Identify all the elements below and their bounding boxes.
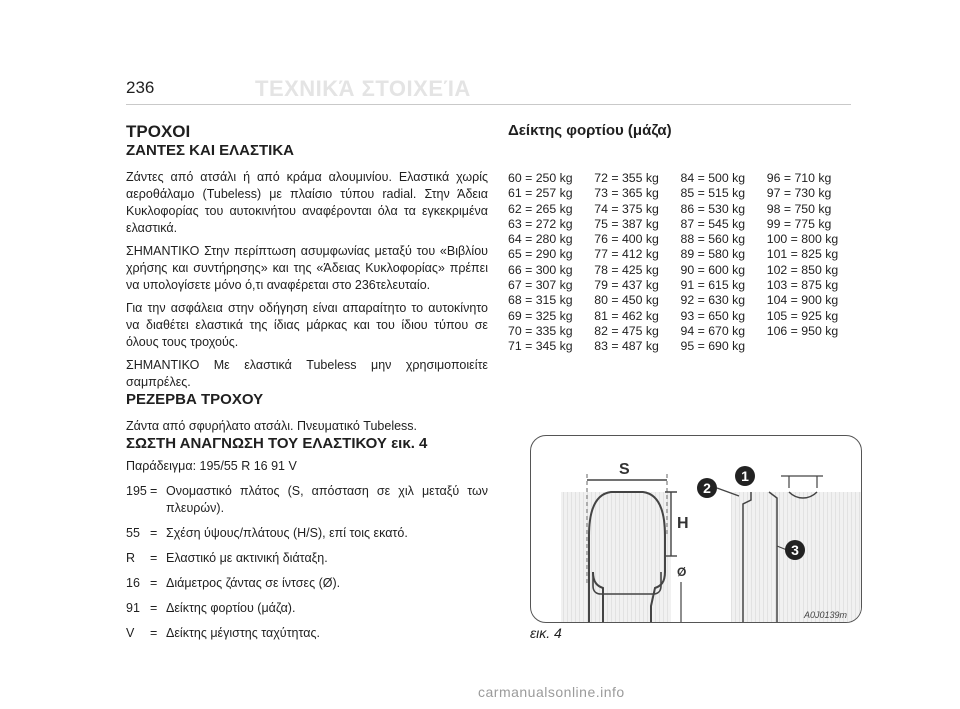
definition-equals: =	[150, 601, 158, 615]
definition-row	[126, 483, 488, 517]
load-index-column	[508, 171, 594, 355]
definition-equals: =	[150, 551, 158, 565]
load-index-entry: 94 = 670 kg	[680, 323, 746, 338]
load-index-entry: 65 = 290 kg	[508, 247, 573, 262]
load-index-entry: 69 = 325 kg	[508, 308, 573, 323]
load-index-entry: 68 = 315 kg	[508, 293, 573, 308]
paragraph: ΣΗΜΑΝΤΙΚΟ Στην περίπτωση ασυμφωνίας μεταξύ του «Βιβλίου χρήσης και συντήρησης» και της «Άδειας Κυκλοφορίας» πρέπει να υπολογίσετε μόνο ό,τι αναφέρεται στο 236τελευταίο.	[126, 244, 488, 292]
load-index-entry: 87 = 545 kg	[680, 216, 746, 231]
marker-3-label: 3	[791, 542, 799, 558]
load-index-column	[594, 171, 680, 355]
paragraph: Παράδειγμα: 195/55 R 16 91 V	[126, 459, 297, 473]
load-index-entry: 100 = 800 kg	[766, 232, 839, 247]
subsection-title-reading: ΣΩΣΤΗ ΑΝΑΓΝΩΣΗ ΤΟΥ ΕΛΑΣΤΙΚΟΥ εικ. 4	[126, 435, 428, 452]
load-index-entry: 88 = 560 kg	[680, 232, 746, 247]
definition-code: R	[126, 551, 136, 565]
figure-caption: εικ. 4	[530, 625, 562, 641]
load-index-entry: 79 = 437 kg	[594, 278, 659, 293]
definition-text: Ονομαστικό πλάτος (S, απόσταση σε χιλ μεταξύ των πλευρών).	[166, 484, 488, 515]
definition-row	[126, 625, 488, 642]
load-index-entry: 67 = 307 kg	[508, 278, 573, 293]
definition-text: Ελαστικό με ακτινική διάταξη.	[166, 551, 328, 565]
tire-figure	[530, 435, 862, 623]
load-index-entry: 63 = 272 kg	[508, 216, 573, 231]
figure-code: A0J0139m	[803, 610, 847, 620]
load-index-entry: 98 = 750 kg	[766, 201, 832, 216]
paragraph: Ζάντα από σφυρήλατο ατσάλι. Πνευματικό Tubeless.	[126, 419, 418, 433]
load-index-entry: 61 = 257 kg	[508, 186, 573, 201]
load-index-entry: 95 = 690 kg	[680, 339, 746, 354]
load-index-entry: 78 = 425 kg	[594, 262, 659, 277]
right-column	[508, 122, 853, 355]
marker-2-label: 2	[703, 480, 711, 496]
definition-text: Δείκτης μέγιστης ταχύτητας.	[166, 626, 320, 640]
definition-text: Δείκτης φορτίου (μάζα).	[166, 601, 296, 615]
definition-text: Σχέση ύψους/πλάτους (H/S), επί τοις εκατό.	[166, 526, 408, 540]
h-label: H	[677, 515, 689, 532]
paragraph: Ζάντες από ατσάλι ή από κράμα αλουμινίου. Ελαστικά χωρίς αεροθάλαμο (Tubeless) με πλαίσιο τύπου radial. Στην Άδεια Κυκλοφορίας του αυτοκινήτου αναφέρονται όλα τα εγκεκριμένα ελαστικά.	[126, 170, 488, 235]
definition-code: 16	[126, 576, 140, 590]
definition-equals: =	[150, 576, 158, 590]
load-index-entry: 96 = 710 kg	[766, 171, 832, 185]
load-index-entry: 99 = 775 kg	[766, 216, 832, 231]
s-label: S	[619, 461, 630, 478]
section-title: ΤΡΟΧΟΙ	[126, 122, 191, 141]
marker-1-label: 1	[741, 468, 749, 484]
load-index-entry: 103 = 875 kg	[766, 278, 839, 293]
definition-row	[126, 525, 488, 542]
load-index-entry: 91 = 615 kg	[680, 278, 746, 293]
definition-code: 55	[126, 526, 140, 540]
page-number: 236	[126, 78, 155, 97]
load-index-entry: 81 = 462 kg	[594, 308, 659, 323]
definition-equals: =	[150, 484, 158, 498]
load-index-entry: 93 = 650 kg	[680, 308, 746, 323]
load-index-column	[681, 171, 767, 355]
load-index-table	[508, 171, 853, 355]
load-index-entry: 85 = 515 kg	[680, 186, 746, 201]
definition-equals: =	[150, 626, 158, 640]
load-index-title: Δείκτης φορτίου (μάζα)	[508, 122, 672, 139]
definition-text: Διάμετρος ζάντας σε ίντσες (Ø).	[166, 576, 341, 590]
paragraph: ΣΗΜΑΝΤΙΚΟ Με ελαστικά Tubeless μην χρησιμοποιείτε σαμπρέλες.	[126, 358, 488, 389]
definition-row	[126, 550, 488, 567]
load-index-entry: 97 = 730 kg	[766, 186, 832, 201]
header-rule	[126, 104, 851, 105]
load-index-entry: 82 = 475 kg	[594, 323, 659, 338]
definition-code: V	[126, 626, 135, 640]
page-header-title: ΤΕΧΝΙΚΆ ΣΤΟΙΧΕΊΑ	[255, 76, 471, 101]
load-index-entry: 75 = 387 kg	[594, 216, 659, 231]
subsection-title-spare: ΡΕΖΕΡΒΑ ΤΡΟΧΟΥ	[126, 391, 264, 408]
load-index-entry: 72 = 355 kg	[594, 171, 659, 185]
tire-tread-area	[561, 492, 671, 622]
load-index-entry: 64 = 280 kg	[508, 232, 573, 247]
definition-code: 91	[126, 601, 140, 615]
definition-code: 195	[126, 484, 147, 498]
definition-list	[126, 483, 488, 642]
load-index-column	[767, 171, 853, 355]
load-index-entry: 89 = 580 kg	[680, 247, 746, 262]
load-index-entry: 90 = 600 kg	[680, 262, 746, 277]
diameter-label: Ø	[677, 565, 687, 579]
load-index-entry: 102 = 850 kg	[766, 262, 839, 277]
load-index-entry: 101 = 825 kg	[766, 247, 839, 262]
load-index-entry: 76 = 400 kg	[594, 232, 659, 247]
load-index-entry: 80 = 450 kg	[594, 293, 659, 308]
definition-equals: =	[150, 526, 158, 540]
definition-row	[126, 575, 488, 592]
watermark: carmanualsonline.info	[478, 684, 625, 700]
tire-diagram	[531, 436, 861, 622]
load-index-entry: 71 = 345 kg	[508, 339, 573, 354]
load-index-entry: 66 = 300 kg	[508, 262, 573, 277]
load-index-entry: 62 = 265 kg	[508, 201, 573, 216]
left-column	[126, 122, 488, 650]
load-index-entry: 106 = 950 kg	[766, 323, 839, 338]
load-index-entry: 92 = 630 kg	[680, 293, 746, 308]
load-index-entry: 83 = 487 kg	[594, 339, 659, 354]
paragraph: Για την ασφάλεια στην οδήγηση είναι απαραίτητο το αυτοκίνητο να διαθέτει ελαστικά της ίδιας μάρκας και του ίδιου τύπου σε όλους τους τροχούς.	[126, 301, 488, 349]
load-index-entry: 77 = 412 kg	[594, 247, 659, 262]
load-index-entry: 86 = 530 kg	[680, 201, 746, 216]
load-index-entry: 73 = 365 kg	[594, 186, 659, 201]
load-index-entry: 70 = 335 kg	[508, 323, 573, 338]
definition-row	[126, 600, 488, 617]
load-index-entry: 60 = 250 kg	[508, 171, 573, 185]
load-index-entry: 74 = 375 kg	[594, 201, 659, 216]
load-index-entry: 84 = 500 kg	[680, 171, 746, 185]
load-index-entry: 104 = 900 kg	[766, 293, 839, 308]
subsection-title-rims: ΖΑΝΤΕΣ ΚΑΙ ΕΛΑΣΤΙΚΑ	[126, 142, 295, 159]
load-index-entry: 105 = 925 kg	[766, 308, 839, 323]
